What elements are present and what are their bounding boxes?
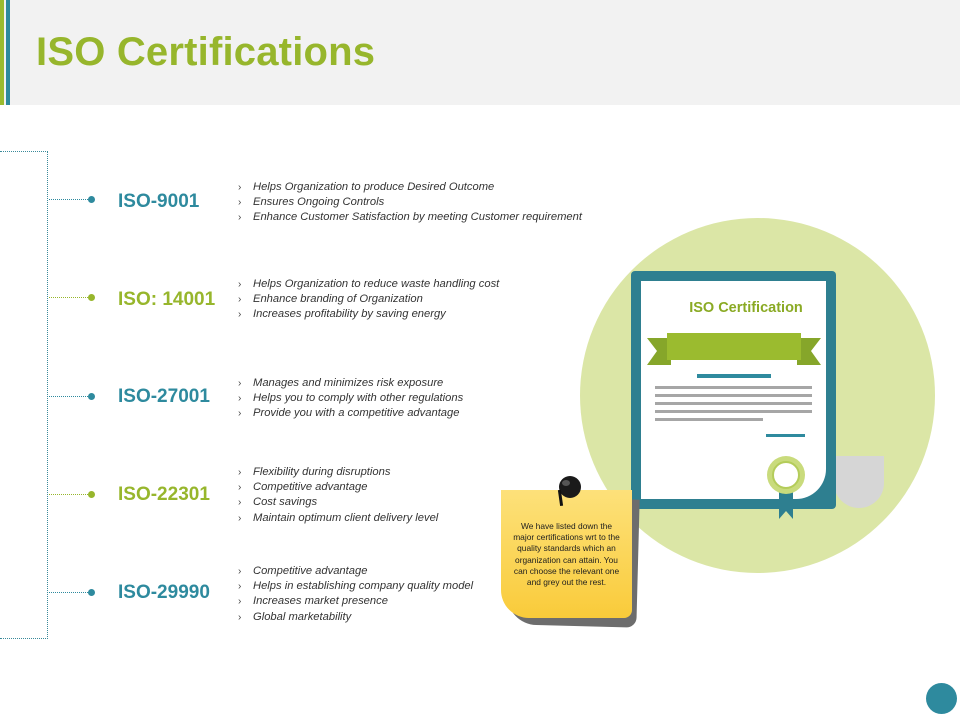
certificate-text-line <box>655 418 763 421</box>
iso-29990-bullets <box>238 564 473 625</box>
list-item: › Ensures Ongoing Controls <box>238 195 582 210</box>
bullet-dot <box>88 393 95 400</box>
list-item: › Cost savings <box>238 495 438 510</box>
chevron-right-icon: › <box>238 512 242 524</box>
connector-line <box>49 297 90 298</box>
slide-nav-button[interactable] <box>926 683 957 714</box>
certificate-text-line <box>655 394 812 397</box>
chevron-right-icon: › <box>238 611 242 623</box>
chevron-right-icon: › <box>238 378 242 389</box>
list-item: › Competitive advantage <box>238 564 473 579</box>
iso-22301-title: ISO-22301 <box>118 484 210 505</box>
chevron-right-icon: › <box>238 279 242 290</box>
chevron-right-icon: › <box>238 482 242 494</box>
list-item: › Global marketability <box>238 610 473 625</box>
list-item: › Helps Organization to reduce waste handling cost <box>238 277 499 292</box>
bullet-dot <box>88 491 95 498</box>
certificate-text-line <box>655 386 812 389</box>
connector-line <box>49 396 90 397</box>
certificate-text-line <box>655 402 812 405</box>
pin-highlight <box>562 480 570 486</box>
iso-14001-title: ISO: 14001 <box>118 289 216 310</box>
scroll-curl <box>834 456 884 508</box>
chevron-right-icon: › <box>238 497 242 509</box>
iso-29990-title: ISO-29990 <box>118 582 210 603</box>
list-item: › Increases market presence <box>238 594 473 609</box>
bullet-dot <box>88 196 95 203</box>
list-item: › Helps you to comply with other regulations <box>238 391 463 406</box>
signature-line <box>766 434 805 437</box>
iso-27001-title: ISO-27001 <box>118 386 210 407</box>
certificate-title: ISO Certification <box>689 300 803 316</box>
sticky-note-text: We have listed down the major certifications wrt to the quality standards which an organization can attain. You can choose the relevant one and grey out the rest. <box>513 521 620 588</box>
certificate-text-line <box>655 410 812 413</box>
page-title: ISO Certifications <box>36 30 376 74</box>
list-item: › Enhance Customer Satisfaction by meeting Customer requirement <box>238 210 582 225</box>
list-item: › Enhance branding of Organization <box>238 292 499 307</box>
pin-head <box>559 476 581 498</box>
iso-22301-bullets <box>238 465 438 526</box>
connector-line <box>49 199 90 200</box>
chevron-right-icon: › <box>238 408 242 420</box>
pushpin-icon <box>553 472 585 508</box>
chevron-right-icon: › <box>238 197 242 209</box>
iso-27001-bullets <box>238 376 463 422</box>
accent-bar-green <box>0 0 4 105</box>
connector-line <box>49 592 90 593</box>
connector-bracket <box>0 151 48 639</box>
list-item: › Provide you with a competitive advantage <box>238 406 463 421</box>
chevron-right-icon: › <box>238 566 242 577</box>
iso-9001-bullets <box>238 180 582 226</box>
list-item: › Manages and minimizes risk exposure <box>238 376 463 391</box>
bullet-dot <box>88 589 95 596</box>
chevron-right-icon: › <box>238 596 242 608</box>
bullet-dot <box>88 294 95 301</box>
seal-inner <box>773 462 799 488</box>
ribbon-body <box>667 333 801 360</box>
iso-14001-bullets <box>238 277 499 323</box>
chevron-right-icon: › <box>238 581 242 593</box>
chevron-right-icon: › <box>238 393 242 405</box>
connector-line <box>49 494 90 495</box>
accent-bar-teal <box>6 0 10 105</box>
chevron-right-icon: › <box>238 294 242 306</box>
list-item: › Increases profitability by saving energy <box>238 307 499 322</box>
ribbon-banner-icon <box>645 330 825 370</box>
chevron-right-icon: › <box>238 182 242 193</box>
list-item: › Helps Organization to produce Desired Outcome <box>238 180 582 195</box>
chevron-right-icon: › <box>238 309 242 321</box>
list-item: › Maintain optimum client delivery level <box>238 511 438 526</box>
list-item: › Helps in establishing company quality model <box>238 579 473 594</box>
list-item: › Competitive advantage <box>238 480 438 495</box>
iso-9001-title: ISO-9001 <box>118 191 200 212</box>
chevron-right-icon: › <box>238 467 242 478</box>
seal-icon <box>764 455 808 521</box>
chevron-right-icon: › <box>238 212 242 224</box>
certificate-heading-line <box>697 374 771 378</box>
list-item: › Flexibility during disruptions <box>238 465 438 480</box>
